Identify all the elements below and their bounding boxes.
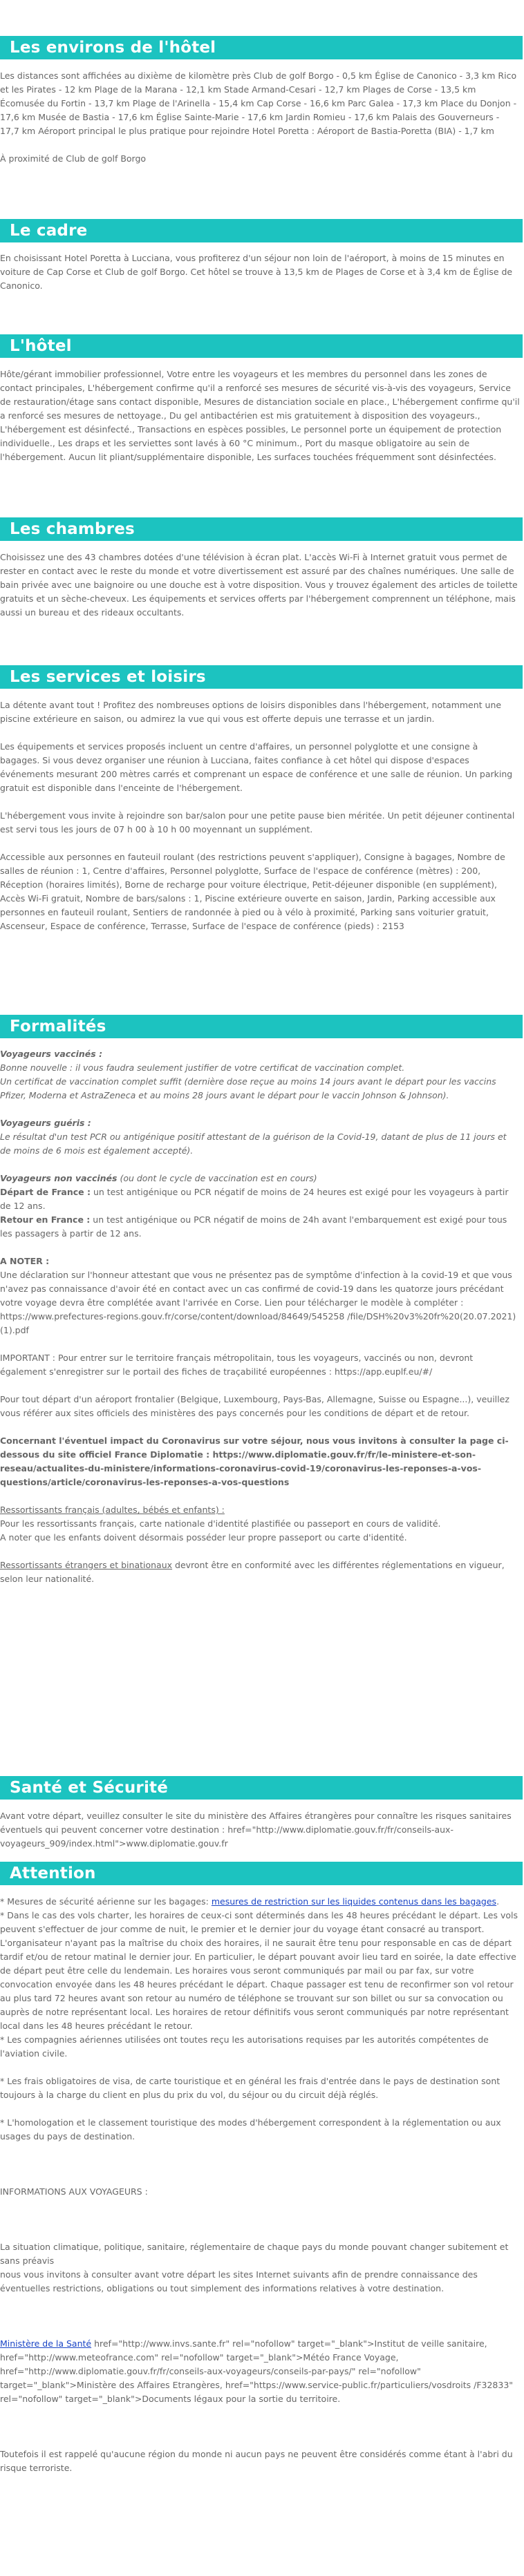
- homologation-text: * L'homologation et le classement touristique des modes d'hébergement correspondent à la réglementation ou aux usages du pays de destination.: [0, 2117, 501, 2141]
- depart-line: [0, 1185, 523, 1213]
- section-title: L'hôtel: [0, 334, 523, 358]
- situation-text: La situation climatique, politique, sanitaire, réglementaire de chaque pays du monde pouvant changer subitement et sans préavis: [0, 2242, 509, 2266]
- services-header: [0, 665, 523, 689]
- non-vaccines-heading: Voyageurs non vaccinés: [0, 1173, 118, 1183]
- attention-header: [0, 1862, 523, 1885]
- section-title: Santé et Sécurité: [0, 1776, 523, 1800]
- section-title: Le cadre: [0, 219, 523, 242]
- compagnies-text: * Les compagnies aériennes utilisées ont toutes reçu les autorisations requises par les autorités compétentes de l'aviation civile.: [0, 2034, 489, 2059]
- francais-text-2: A noter que les enfants doivent désormais posséder leur propre passeport ou carte d'identité.: [0, 1532, 407, 1543]
- francais-heading: Ressortissants français (adultes, bébés et enfants) :: [0, 1505, 225, 1515]
- noter-heading: A NOTER :: [0, 1256, 50, 1266]
- etrangers-line: [0, 1558, 523, 1586]
- chambres-header: [0, 517, 523, 541]
- noter-text: Une déclaration sur l'honneur attestant que vous ne présentez pas de symptôme d'infection à la covid-19 et que vous n'avez pas connaissance d'avoir été en contact avec un cas confirmé de covid-19 dans les quatorze jours précédant votre voyage devra être complétée avant l'arrivée en Corse. Lien pour télécharger le modèle à compléter : https://www.prefectures-regions.gouv.fr/corse/content/download/84649/545258 /file/DSH%20v3%20fr%20(20.07.2021)(1).pdf: [0, 1270, 516, 1335]
- environs-distances: Les distances sont affichées au dixième de kilomètre près Club de golf Borgo - 0,5 km Église de Canonico - 3,3 km Rico et les Pirates - 12 km Plage de la Marana - 12,1 km Stade Armand-Cesari - 12,7 km Plages de Corse - 13,5 km Écomusée du Fortin - 13,7 km Plage de l'Arinella - 15,4 km Cap Corse - 16,6 km Parc Galea - 17,3 km Place du Donjon - 17,6 km Musée de Bastia - 17,6 km Église Sainte-Marie - 17,6 km Jardin Romieu - 17,6 km Palais des Gouverneurs - 17,7 km Aéroport principal le plus pratique pour rejoindre Hotel Poretta : Aéroport de Bastia-Poretta (BIA) - 1,7 km: [0, 70, 517, 136]
- vaccines-heading: Voyageurs vaccinés :: [0, 1049, 103, 1059]
- retour-line: [0, 1213, 523, 1241]
- retour-heading: Retour en France :: [0, 1214, 91, 1225]
- sante-header: [0, 1776, 523, 1800]
- cadre-text: En choisissant Hotel Poretta à Lucciana, vous profiterez d'un séjour non loin de l'aéroport, à moins de 15 minutes en voiture de Cap Corse et Club de golf Borgo. Cet hôtel se trouve à 13,5 km de Plages de Corse et à 3,4 km de Église de Canonico.: [0, 253, 513, 291]
- gueris-heading: Voyageurs guéris :: [0, 1118, 91, 1128]
- charter-text: * Dans le cas des vols charter, les horaires de ceux-ci sont déterminés dans les 48 heures précédant le départ. Les vols peuvent s'effectuer de jour comme de nuit, le premier et le dernier jour du voyage étant consacré au transport. L'organisateur n'ayant pas la maîtrise du choix des horaires, il ne saurait être tenu pour responsable en cas de départ tardif et/ou de retour matinal le dernier jour. En particulier, le départ pouvant avoir lieu tard en soirée, la date effective de départ peut être celle du lendemain. Les horaires vous seront communiqués par mail ou par fax, sur votre convocation envoyée dans les 48 heures précédant le départ. Chaque passager est tenu de reconfirmer son vol retour au plus tard 72 heures avant son retour au numéro de téléphone se trouvant sur son billet ou sur sa convocation ou auprès de notre représentant local. Les horaires de retour définitifs vous seront communiqués par notre représentant local dans les 48 heures précédant le retour.: [0, 1910, 518, 2031]
- francais-text-1: Pour les ressortissants français, carte nationale d'identité plastifiée ou passeport en cours de validité.: [0, 1518, 441, 1529]
- ministere-sante-link[interactable]: Ministère de la Santé: [0, 2338, 92, 2349]
- invitons-text: nous vous invitons à consulter avant votre départ les sites Internet suivants afin de prendre connaissance des éventuelles restrictions, obligations ou tout simplement des informations relatives à votre destination.: [0, 2269, 478, 2293]
- sante-text: Avant votre départ, veuillez consulter le site du ministère des Affaires étrangères pour connaître les risques sanitaires éventuels qui peuvent concerner votre destination : href="http://www.diplomatie.gouv.fr/fr/conseils-aux-voyageurs_909/index.html">www.diplomatie.gouv.fr: [0, 1811, 512, 1849]
- gueris-text: Le résultat d'un test PCR ou antigénique positif attestant de la guérison de la Covid-19, datant de plus de 11 jours et de moins de 6 mois est également accepté).: [0, 1132, 507, 1156]
- depart-text: un test antigénique ou PCR négatif de moins de 24 heures est exigé pour les voyageurs à partir de 12 ans.: [0, 1187, 509, 1211]
- links-text: href="http://www.invs.sante.fr" rel="nofollow" target="_blank">Institut de veille sanitaire, href="http://www.meteofrance.com" rel="nofollow" target="_blank">Météo France Voyage, href="http://www.diplomatie.gouv.fr/fr/conseils-aux-voyageurs/conseils-par-pays/" rel="nofollow" target="_blank">Ministère des Affaires Etrangères, href="https://www.service-public.fr/particuliers/vosdroits /F32833" rel="nofollow" target="_blank">Documents légaux pour la sortie du territoire.: [0, 2338, 514, 2404]
- non-vaccines-text: (ou dont le cycle de vaccination est en cours): [117, 1173, 317, 1183]
- hotel-header: [0, 334, 523, 358]
- environs-header: [0, 36, 523, 59]
- retour-text: un test antigénique ou PCR négatif de moins de 24h avant l'embarquement est exigé pour tous les passagers à partir de 12 ans.: [0, 1214, 507, 1239]
- etrangers-heading: Ressortissants étrangers et binationaux: [0, 1560, 173, 1570]
- environs-near: À proximité de Club de golf Borgo: [0, 153, 147, 164]
- coronavirus-text: Concernant l'éventuel impact du Coronavirus sur votre séjour, nous vous invitons à consulter la page ci-dessous du site officiel France Diplomatie : https://www.diplomatie.gouv.fr/fr/le-ministere-et-son-reseau/actualites-du-ministere/informations-coronavirus-covid-19/coronavirus-les-reponses-a-vos-questions/article/coronavirus-les-reponses-a-vos-questions: [0, 1435, 509, 1487]
- section-title: Attention: [0, 1862, 523, 1885]
- services-p4: Accessible aux personnes en fauteuil roulant (des restrictions peuvent s'appliquer), Consigne à bagages, Nombre de salles de réunion : 1, Centre d'affaires, Personnel polyglotte, Surface de l'espace de conférence (mètres) : 200, Réception (horaires limités), Borne de recharge pour voiture électrique, Petit-déjeuner disponible (en supplément), Accès Wi-Fi gratuit, Nombre de bars/salons : 1, Piscine extérieure ouverte en saison, Jardin, Parking accessible aux personnes en fauteuil roulant, Sentiers de randonnée à pied ou à vélo à proximité, Parking sans voiturier gratuit, Ascenseur, Espace de conférence, Terrasse, Surface de l'espace de conférence (pieds) : 2153: [0, 852, 505, 931]
- bagages-text: * Mesures de sécurité aérienne sur les bagages:: [0, 1896, 212, 1907]
- info-voyageurs-heading: INFORMATIONS AUX VOYAGEURS :: [0, 2186, 148, 2197]
- important-text: IMPORTANT : Pour entrer sur le territoire français métropolitain, tous les voyageurs, vaccinés ou non, devront également s'enregistrer sur le portail des fiches de traçabilité européennes : https://app.euplf.eu/#/: [0, 1353, 474, 1377]
- chambres-text: Choisissez une des 43 chambres dotées d'une télévision à écran plat. L'accès Wi-Fi à Internet gratuit vous permet de rester en contact avec le reste du monde et votre divertissement est assuré par des chaînes numériques. Une salle de bain privée avec une baignoire ou une douche est à votre disposition. Vous y trouvez également des articles de toilette gratuits et un sèche-cheveux. Les équipements et services offerts par l'hébergement comprennent un téléphone, mais aussi un bureau et des rideaux occultants.: [0, 552, 518, 618]
- non-vaccines-line: [0, 1172, 523, 1185]
- services-p2: Les équipements et services proposés incluent un centre d'affaires, un personnel polyglotte et une consigne à bagages. Si vous devez organiser une réunion à Lucciana, faites confiance à cet hôtel qui dispose d'espaces événements mesurant 200 mètres carrés et comprenant un espace de conférence et une salle de réunion. Un parking gratuit est disponible dans l'enceinte de l'hébergement.: [0, 741, 513, 793]
- frais-text: * Les frais obligatoires de visa, de carte touristique et en général les frais d'entrée dans le pays de destination sont toujours à la charge du client en plus du prix du vol, du séjour ou du circuit déjà réglés.: [0, 2076, 500, 2100]
- terrorisme-text: Toutefois il est rappelé qu'aucune région du monde ni aucun pays ne peuvent être considérés comme étant à l'abri du risque terroriste.: [0, 2449, 513, 2473]
- etrangers-text: devront être en conformité avec les différentes réglementations en vigueur, selon leur nationalité.: [0, 1560, 505, 1584]
- vaccines-text-1: Bonne nouvelle : il vous faudra seulement justifier de votre certificat de vaccination complet.: [0, 1062, 405, 1073]
- depart-pays-text: Pour tout départ d'un aéroport frontalier (Belgique, Luxembourg, Pays-Bas, Allemagne, Suisse ou Espagne...), veuillez vous référer aux sites officiels des ministères des pays concernés pour les conditions de départ et de retour.: [0, 1394, 509, 1418]
- bagages-end: .: [496, 1896, 500, 1907]
- section-title: Les environs de l'hôtel: [0, 36, 523, 59]
- bagages-line: [0, 1895, 523, 1909]
- services-p1: La détente avant tout ! Profitez des nombreuses options de loisirs disponibles dans l'hébergement, notamment une piscine extérieure en saison, ou admirez la vue qui vous est offerte depuis une terrasse et un jardin.: [0, 700, 502, 724]
- vaccines-text-2: Un certificat de vaccination complet suffit (dernière dose reçue au moins 14 jours avant le départ pour les vaccins Pfizer, Moderna et AstraZeneca et au moins 28 jours avant le départ pour le vaccin Johnson & Johnson).: [0, 1076, 496, 1100]
- section-title: Formalités: [0, 1015, 523, 1038]
- depart-heading: Départ de France :: [0, 1187, 91, 1197]
- links-line: [0, 2337, 523, 2406]
- section-title: Les chambres: [0, 517, 523, 541]
- section-title: Les services et loisirs: [0, 665, 523, 689]
- services-p3: L'hébergement vous invite à rejoindre son bar/salon pour une petite pause bien méritée. Un petit déjeuner continental est servi tous les jours de 07 h 00 à 10 h 00 moyennant un supplément.: [0, 810, 515, 834]
- cadre-header: [0, 219, 523, 242]
- hotel-text: Hôte/gérant immobilier professionnel, Votre entre les voyageurs et les membres du personnel dans les zones de contact principales, L'hébergement confirme qu'il a renforcé ses mesures de sécurité vis-à-vis des voyageurs, Service de restauration/étage sans contact disponible, Mesures de distanciation sociale en place., L'hébergement confirme qu'il a renforcé ses mesures de nettoyage., Du gel antibactérien est mis gratuitement à disposition des voyageurs., L'hébergement est désinfecté., Transactions en espèces possibles, Le personnel porte un équipement de protection individuelle., Les draps et les serviettes sont lavés à 60 °C minimum., Port du masque obligatoire au sein de l'hébergement. Aucun lit pliant/supplémentaire disponible, Les surfaces touchées fréquemment sont désinfectées.: [0, 369, 520, 462]
- liquides-link[interactable]: mesures de restriction sur les liquides contenus dans les bagages: [211, 1896, 497, 1907]
- formalites-header: [0, 1015, 523, 1038]
